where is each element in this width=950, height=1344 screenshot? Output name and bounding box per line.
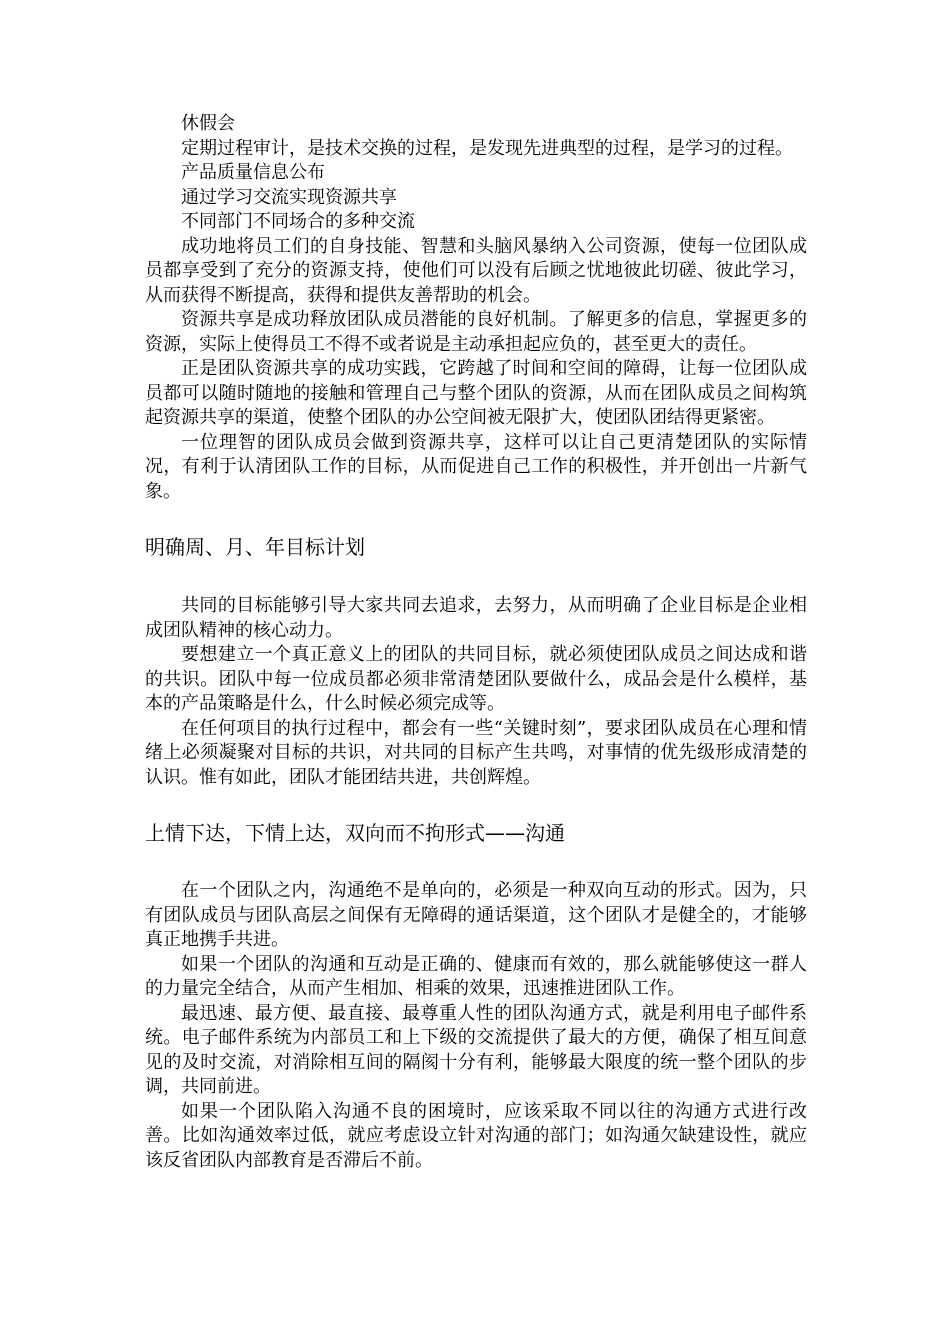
body-paragraph: 成功地将员工们的自身技能、智慧和头脑风暴纳入公司资源，使每一位团队成员都享受到了充分的资源支持，使他们可以没有后顾之忧地彼此切磋、彼此学习，从而获得不断提高，获得和提供友善帮助的机会。 bbox=[145, 235, 807, 306]
section-heading-communication: 上情下达，下情上达，双向而不拘形式——沟通 bbox=[145, 821, 565, 845]
body-paragraph: 一位理智的团队成员会做到资源共享，这样可以让自己更清楚团队的实际情况，有利于认清团队工作的目标，从而促进自己工作的积极性，并开创出一片新气象。 bbox=[145, 431, 807, 502]
intro-item-vacation: 休假会 bbox=[181, 113, 235, 134]
body-paragraph: 如果一个团队的沟通和互动是正确的、健康而有效的，那么就能够使这一群人的力量完全结合，从而产生相加、相乘的效果，迅速推进团队工作。 bbox=[145, 953, 807, 999]
intro-item-sharing: 通过学习交流实现资源共享 bbox=[181, 186, 397, 208]
body-paragraph: 如果一个团队陷入沟通不良的困境时，应该采取不同以往的沟通方式进行改善。比如沟通效率过低，就应考虑设立针对沟通的部门；如沟通欠缺建设性，就应该反省团队内部教育是否滞后不前。 bbox=[145, 1100, 807, 1171]
intro-item-audit: 定期过程审计，是技术交换的过程，是发现先进典型的过程，是学习的过程。 bbox=[181, 137, 793, 159]
body-paragraph: 正是团队资源共享的成功实践，它跨越了时间和空间的障碍，让每一位团队成员都可以随时随地的接触和管理自己与整个团队的资源，从而在团队成员之间构筑起资源共享的渠道，使整个团队的办公空间被无限扩大，使团队团结得更紧密。 bbox=[145, 358, 807, 428]
body-paragraph: 最迅速、最方便、最直接、最尊重人性的团队沟通方式，就是利用电子邮件系统。电子邮件系统为内部员工和上下级的交流提供了最大的方便，确保了相互间意见的及时交流，对消除相互间的隔阂十分有利，能够最大限度的统一整个团队的步调，共同前进。 bbox=[145, 1002, 807, 1097]
body-paragraph: 在任何项目的执行过程中，都会有一些“关键时刻”，要求团队成员在心理和情绪上必须凝聚对目标的共识，对共同的目标产生共鸣，对事情的优先级形成清楚的认识。惟有如此，团队才能团结共进，共创辉煌。 bbox=[145, 717, 807, 788]
document-page bbox=[145, 112, 807, 1173]
intro-item-exchange: 不同部门不同场合的多种交流 bbox=[181, 211, 415, 232]
section-heading-goals: 明确周、月、年目标计划 bbox=[145, 535, 365, 559]
body-paragraph: 资源共享是成功释放团队成员潜能的良好机制。了解更多的信息，掌握更多的资源，实际上使得员工不得不或者说是主动承担起应负的，甚至更大的责任。 bbox=[145, 309, 807, 355]
intro-item-quality: 产品质量信息公布 bbox=[181, 162, 325, 183]
body-paragraph: 要想建立一个真正意义上的团队的共同目标，就必须使团队成员之间达成和谐的共识。团队中每一位成员都必须非常清楚团队要做什么，成品会是什么模样，基本的产品策略是什么，什么时候必须完成等。 bbox=[145, 644, 807, 714]
body-paragraph: 共同的目标能够引导大家共同去追求，去努力，从而明确了企业目标是企业相成团队精神的核心动力。 bbox=[145, 595, 807, 641]
body-paragraph: 在一个团队之内，沟通绝不是单向的，必须是一种双向互动的形式。因为，只有团队成员与团队高层之间保有无障碍的通话渠道，这个团队才是健全的，才能够真正地携手共进。 bbox=[145, 880, 807, 950]
